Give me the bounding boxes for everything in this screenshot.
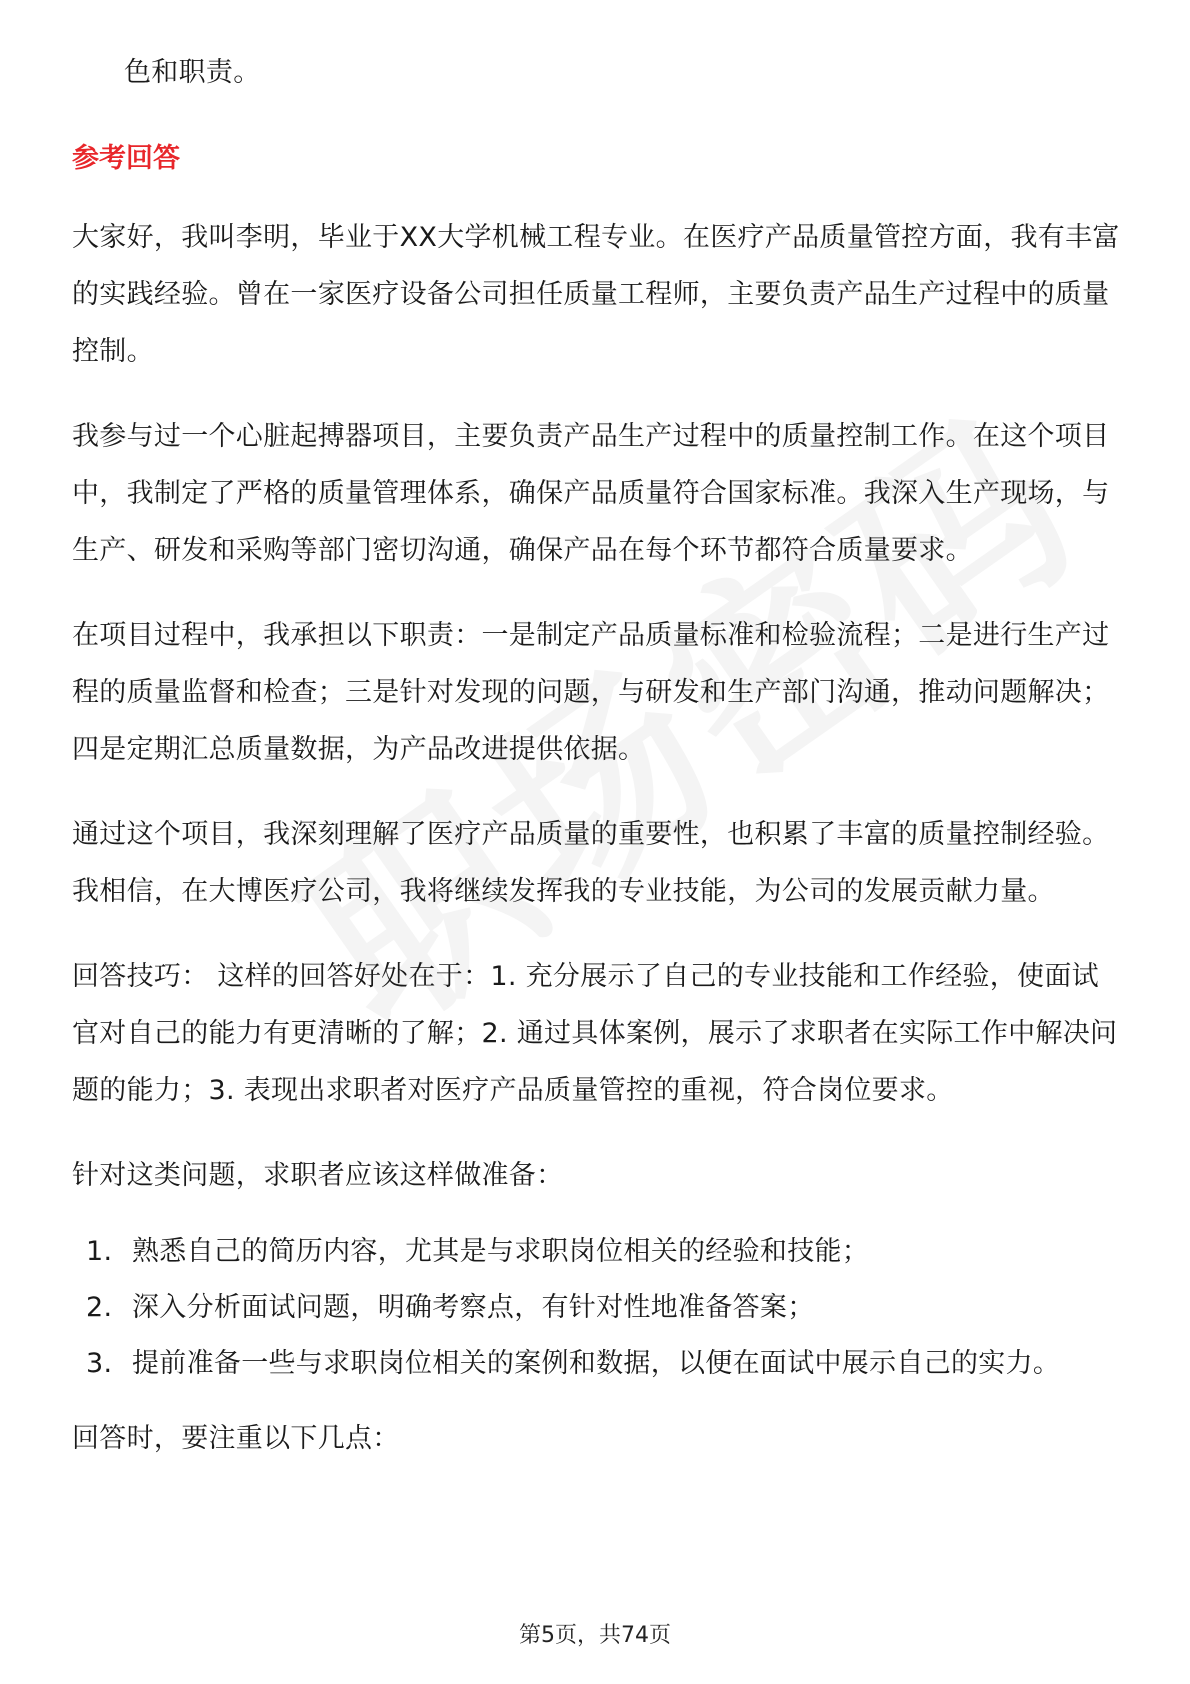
- list-text: 深入分析面试问题，明确考察点，有针对性地准备答案；: [132, 1292, 815, 1323]
- prep-list: [72, 1224, 1122, 1392]
- paragraph-tips: 回答技巧： 这样的回答好处在于：1. 充分展示了自己的专业技能和工作经验，使面试官对自己的能力有更清晰的了解；2. 通过具体案例，展示了求职者在实际工作中解决问题的能力；3. 表现出求职者对医疗产品质量管控的重视，符合岗位要求。: [72, 961, 1118, 1106]
- list-number: 3.: [86, 1348, 113, 1379]
- list-item: [72, 1280, 1122, 1336]
- page-content: [72, 44, 1122, 1495]
- paragraph-project: 我参与过一个心脏起搏器项目，主要负责产品生产过程中的质量控制工作。在这个项目中，我制定了严格的质量管理体系，确保产品质量符合国家标准。我深入生产现场，与生产、研发和采购等部门密切沟通，确保产品在每个环节都符合质量要求。: [72, 421, 1110, 566]
- list-number: 2.: [86, 1292, 113, 1323]
- list-item: [72, 1336, 1122, 1392]
- paragraph-prep: 针对这类问题，求职者应该这样做准备：: [72, 1160, 564, 1191]
- paragraph-duties: 在项目过程中，我承担以下职责：一是制定产品质量标准和检验流程；二是进行生产过程的质量监督和检查；三是针对发现的问题，与研发和生产部门沟通，推动问题解决；四是定期汇总质量数据，为产品改进提供依据。: [72, 620, 1110, 765]
- list-text: 提前准备一些与求职岗位相关的案例和数据，以便在面试中展示自己的实力。: [132, 1348, 1061, 1379]
- list-number: 1.: [86, 1236, 113, 1267]
- continued-text: 色和职责。: [124, 57, 261, 88]
- paragraph-summary: 通过这个项目，我深刻理解了医疗产品质量的重要性，也积累了丰富的质量控制经验。我相信，在大博医疗公司，我将继续发挥我的专业技能，为公司的发展贡献力量。: [72, 819, 1110, 907]
- list-text: 熟悉自己的简历内容，尤其是与求职岗位相关的经验和技能；: [132, 1236, 870, 1267]
- list-item: [72, 1224, 1122, 1280]
- section-heading: 参考回答: [72, 143, 180, 174]
- page-number: 第5页，共74页: [519, 1623, 671, 1648]
- paragraph-closing: 回答时，要注重以下几点：: [72, 1423, 400, 1454]
- paragraph-intro: 大家好，我叫李明，毕业于XX大学机械工程专业。在医疗产品质量管控方面，我有丰富的实践经验。曾在一家医疗设备公司担任质量工程师，主要负责产品生产过程中的质量控制。: [72, 222, 1120, 367]
